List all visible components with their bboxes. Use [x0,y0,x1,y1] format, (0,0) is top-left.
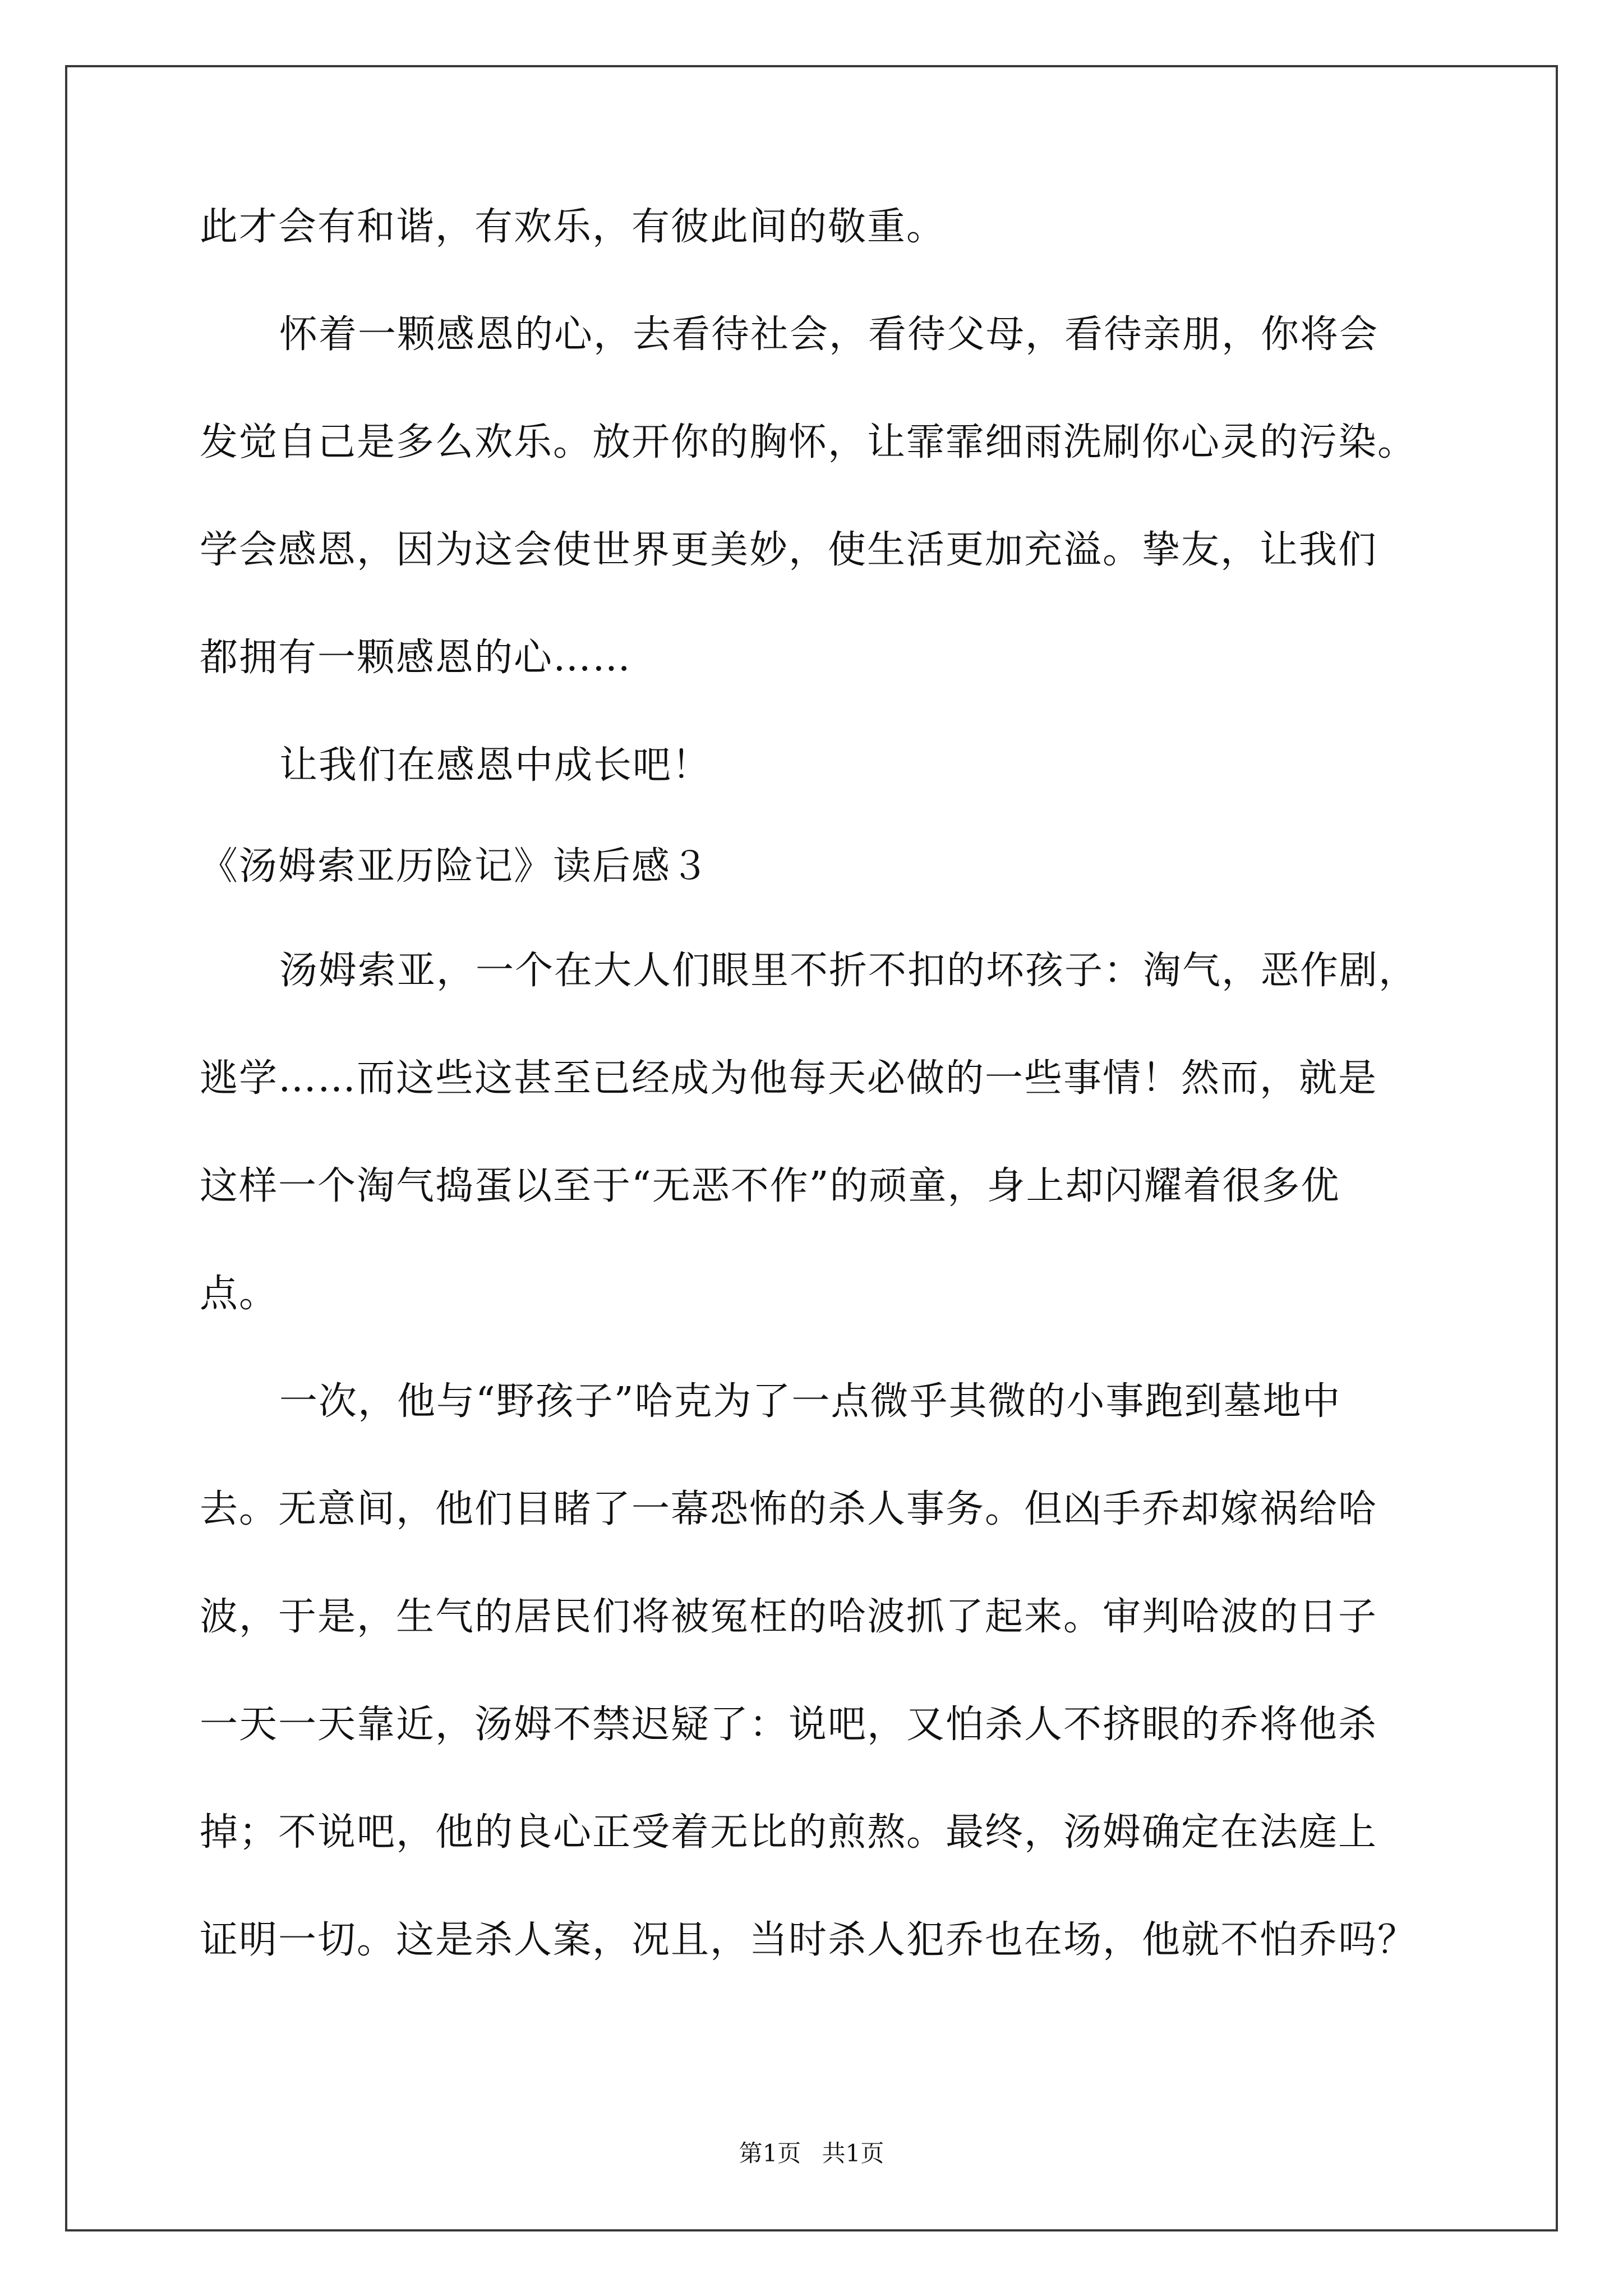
text-line: 证明一切。这是杀人案，况且，当时杀人犯乔也在场，他就不怕乔吗？ [200,1918,1417,1962]
page-number: 第1页 [739,2139,801,2167]
text-line: 让我们在感恩中成长吧！ [279,743,712,788]
section-heading: 《汤姆索亚历险记》读后感３ [200,844,711,889]
text-line: 逃学……而这些这甚至已经成为他每天必做的一些事情！然而，就是 [200,1056,1378,1101]
text-line: 点。 [200,1272,279,1316]
text-line: 怀着一颗感恩的心，去看待社会，看待父母，看待亲朋，你将会 [279,312,1379,357]
text-line: 发觉自己是多么欢乐。放开你的胸怀，让霏霏细雨洗刷你心灵的污染。 [200,420,1417,464]
page-border [65,65,1558,2231]
text-line: 此才会有和谐，有欢乐，有彼此间的敬重。 [200,205,946,249]
text-line: 掉；不说吧，他的良心正受着无比的煎熬。最终，汤姆确定在法庭上 [200,1810,1378,1855]
text-line: 都拥有一颗感恩的心…… [200,636,632,680]
text-line: 汤姆索亚，一个在大人们眼里不折不扣的坏孩子：淘气，恶作剧， [279,949,1418,993]
text-line: 去。无意间，他们目睹了一幕恐怖的杀人事务。但凶手乔却嫁祸给哈 [200,1487,1378,1531]
text-line: 这样一个淘气捣蛋以至于“无恶不作”的顽童，身上却闪耀着很多优 [200,1164,1340,1208]
text-line: 波，于是，生气的居民们将被冤枉的哈波抓了起来。审判哈波的日子 [200,1595,1378,1639]
text-line: 一次，他与“野孩子”哈克为了一点微乎其微的小事跑到墓地中 [279,1379,1341,1424]
page-total: 共1页 [822,2139,884,2167]
text-line: 一天一天靠近，汤姆不禁迟疑了：说吧，又怕杀人不挤眼的乔将他杀 [200,1703,1378,1747]
page-footer [0,2135,1623,2169]
text-line: 学会感恩，因为这会使世界更美妙，使生活更加充溢。挚友，让我们 [200,528,1378,572]
